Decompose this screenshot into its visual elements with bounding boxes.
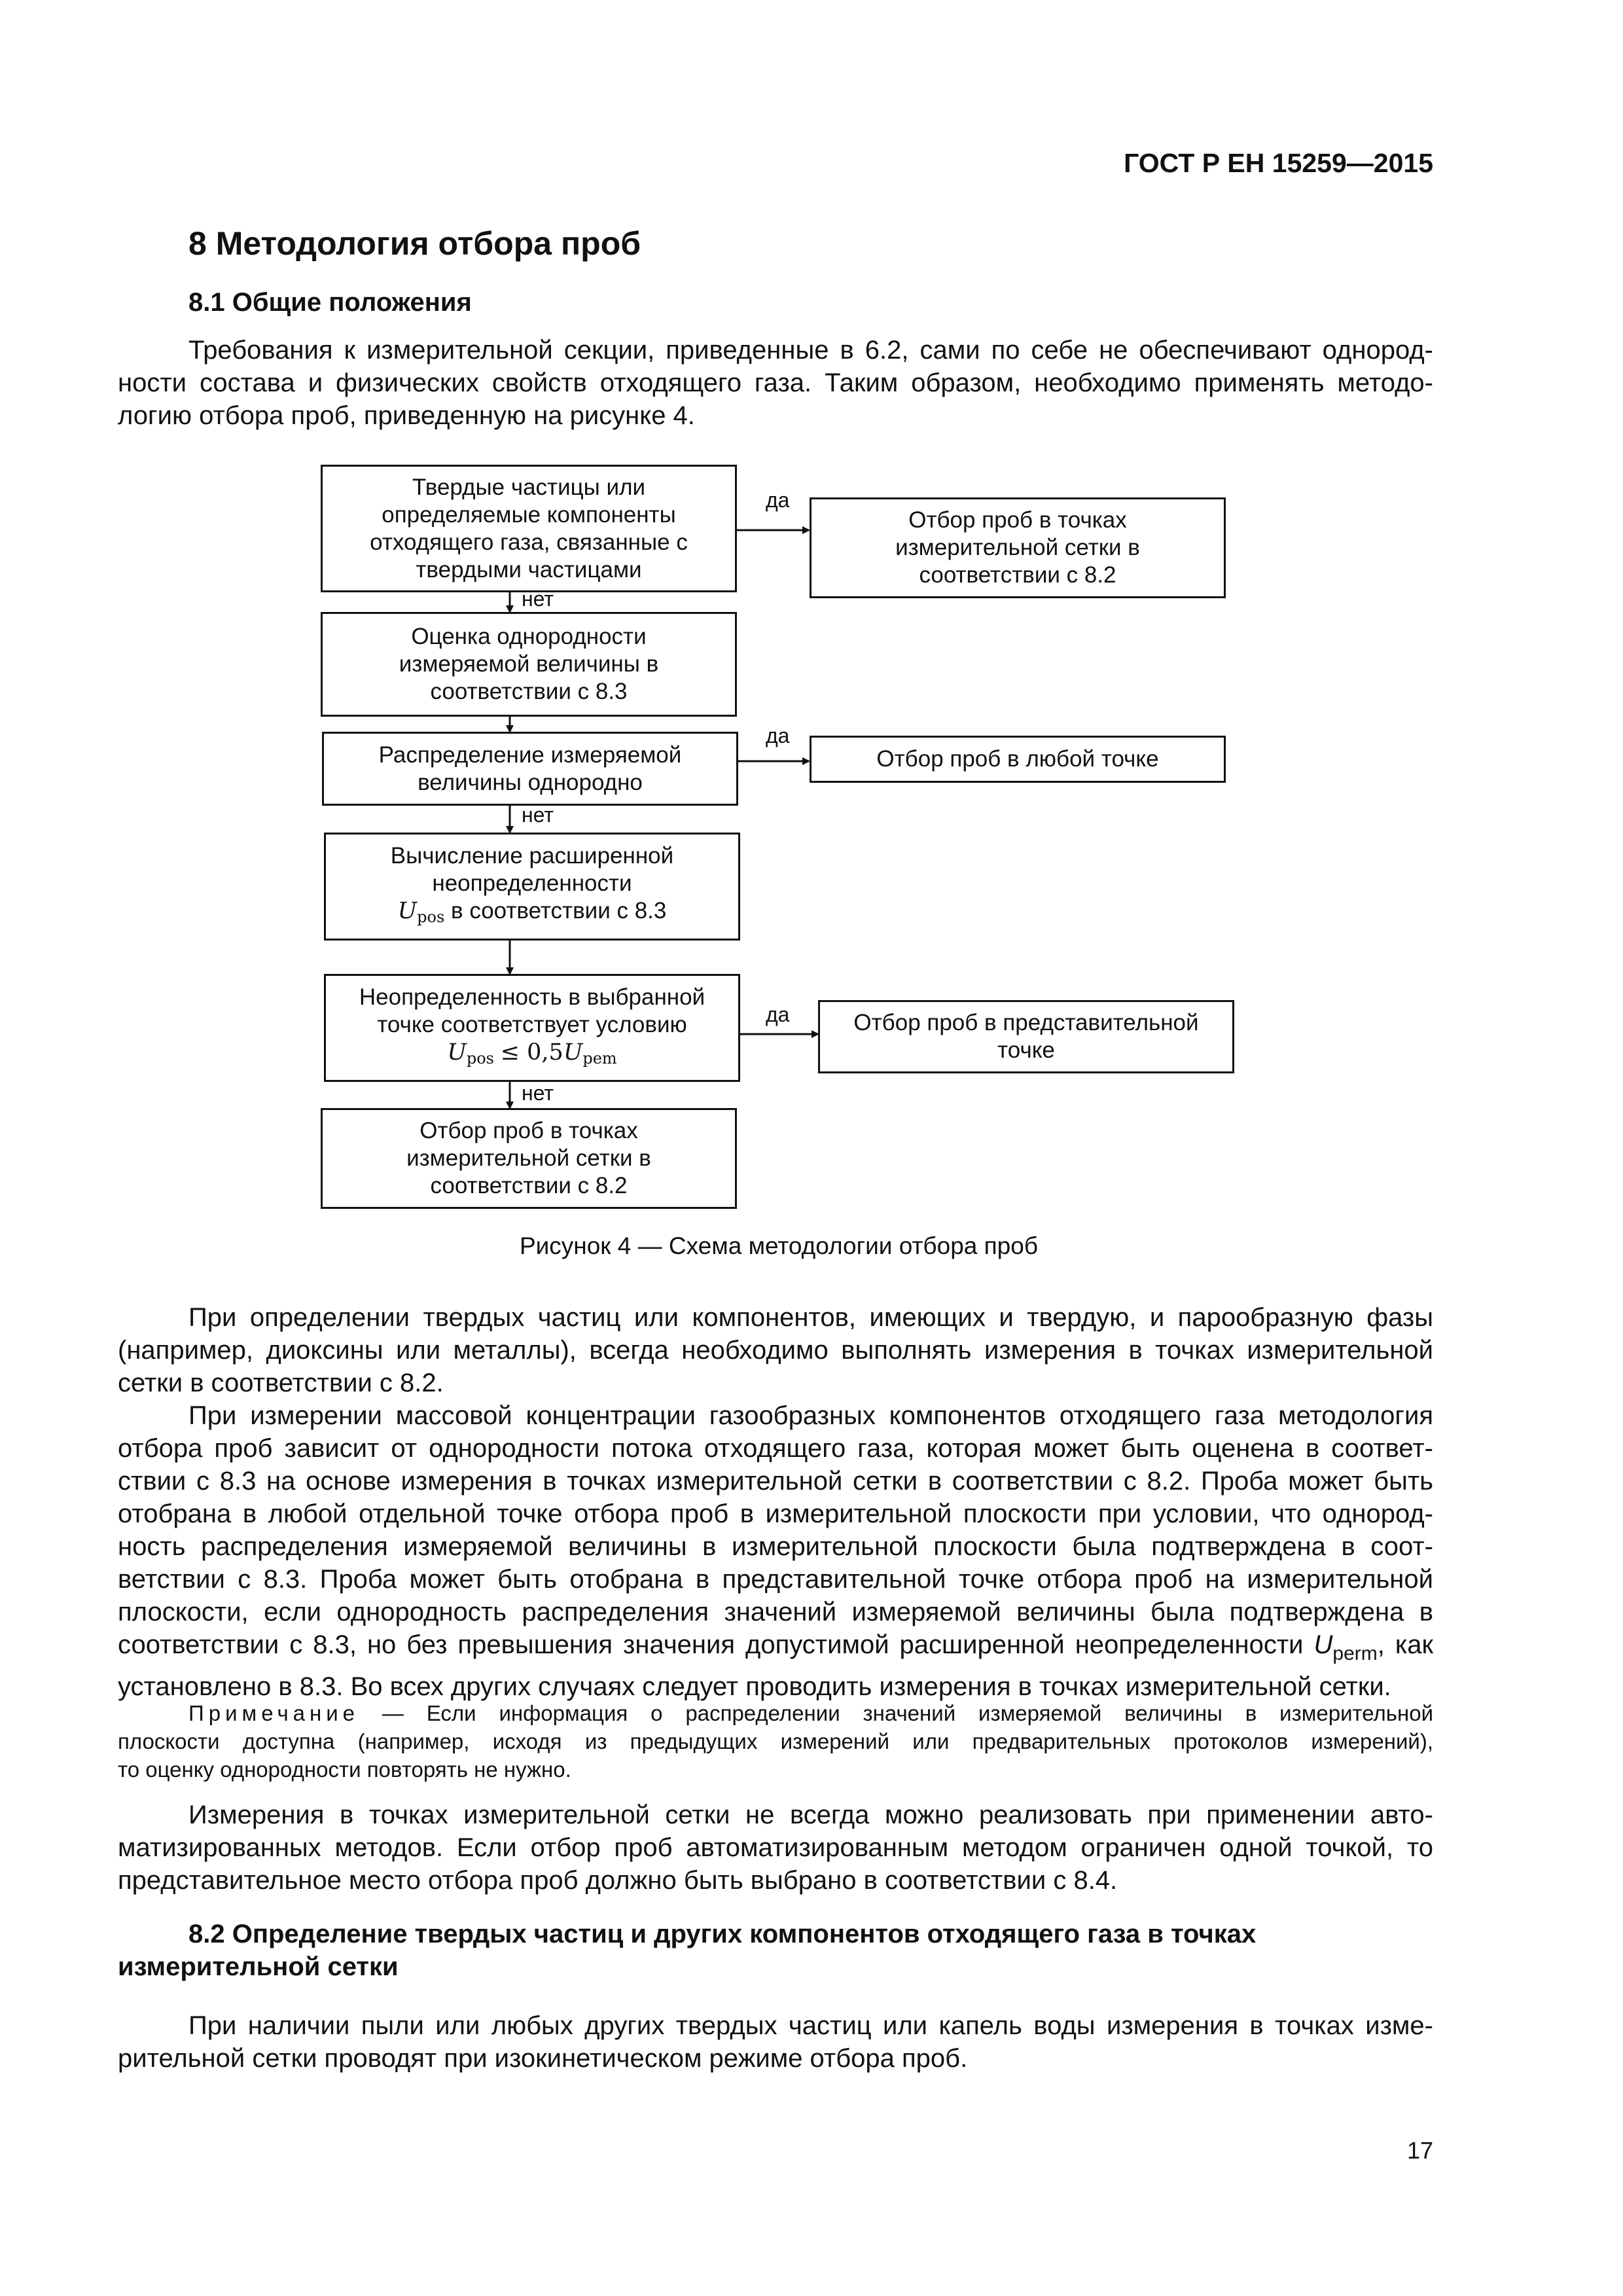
text-line: Измерения в точках измерительной сетки не всегда можно реализовать при применении авто- (188, 1801, 1433, 1829)
flow-box-homogeneity-assessment: Оценка однородности измеряемой величины в соответствии с 8.3 (321, 612, 737, 717)
math-symbol: U (563, 1039, 583, 1066)
label-no: нет (522, 803, 554, 827)
text-line: то оценку однородности повторять не нужно. (118, 1757, 571, 1782)
flow-box-grid-sampling: Отбор проб в точках измерительной сетки в соответствии с 8.2 (810, 497, 1226, 598)
text-line: матизированных методов. Если отбор проб автоматизированным методом ограничен одной точкой, то (118, 1833, 1433, 1862)
math-subscript: pos (466, 1049, 494, 1067)
text-line: (например, диоксины или металлы), всегда необходимо выполнять измерения в точках измерительной (118, 1336, 1433, 1365)
math-symbol: U (1313, 1630, 1333, 1659)
text-line: плоскости, если однородность распределения значений измеряемой величины была подтверждена в (118, 1598, 1433, 1626)
paragraph-isokinetic (118, 2009, 1433, 2075)
page-number: 17 (1406, 2137, 1433, 2164)
note-block (118, 1699, 1433, 1784)
text-line: ствии с 8.3 на основе измерения в точках измерительной сетки в соответствии с 8.2. Проба может быть (118, 1467, 1433, 1496)
text-line: При наличии пыли или любых других твердых частиц или капель воды измерения в точках изме- (188, 2011, 1433, 2040)
text-segment: соответствии с 8.3, но без превышения значения допустимой расширенной неопределенности (118, 1630, 1314, 1659)
text-line: установлено в 8.3. Во всех других случаях следует проводить измерения в точках измерительной сетки. (118, 1672, 1391, 1701)
paragraph-gaseous (118, 1399, 1433, 1703)
box-text: в соответствии с 8.3 (451, 898, 667, 924)
label-no: нет (522, 1081, 554, 1105)
label-yes: да (766, 724, 790, 747)
flow-box-representative-point: Отбор проб в представительной точке (818, 1000, 1234, 1073)
text-line: отобрана в любой отдельной точке отбора проб в измерительной плоскости при условии, что однород- (118, 1499, 1433, 1528)
math-symbol: U (447, 1039, 467, 1066)
text-line: ветствии с 8.3. Проба может быть отобрана в представительной точке отбора проб на измерительной (118, 1565, 1433, 1594)
label-yes: да (766, 1003, 790, 1026)
flow-box-uncertainty-calc (324, 833, 740, 941)
flow-box-distribution-homogeneous: Распределение измеряемой величины однородно (322, 732, 738, 806)
math-symbol: U (397, 898, 418, 924)
math-subscript: pem (582, 1049, 617, 1067)
section-heading: 8 Методология отбора проб (188, 225, 641, 262)
note-label: Примечание (188, 1701, 360, 1725)
text-line (118, 1628, 1433, 1670)
text-line (118, 1699, 1433, 1727)
math-subscript: perm (1332, 1643, 1378, 1664)
text-line: ность распределения измеряемой величины в измерительной плоскости была подтверждена в соот- (118, 1532, 1433, 1561)
text-line: отбора проб зависит от однородности потока отходящего газа, которая может быть оценена в соответ- (118, 1434, 1433, 1463)
box-text: Неопределенность в выбранной точке соответствует условию (359, 984, 705, 1037)
math-operator: ≤ 0,5 (500, 1039, 563, 1066)
paragraph-automated (118, 1799, 1433, 1897)
math-subscript: pos (417, 908, 445, 926)
text-line: При измерении массовой концентрации газообразных компонентов отходящего газа методология (188, 1401, 1433, 1430)
text-line: плоскости доступна (например, исходя из предыдущих измерений или предварительных протоколов измерений), (118, 1729, 1433, 1753)
paragraph-particles (118, 1301, 1433, 1399)
flow-box-grid-sampling-final: Отбор проб в точках измерительной сетки в соответствии с 8.2 (321, 1108, 737, 1209)
text-line: Требования к измерительной секции, приведенные в 6.2, сами по себе не обеспечивают однород- (188, 336, 1433, 365)
heading-line: 8.2 Определение твердых частиц и других компонентов отходящего газа в точках (188, 1920, 1257, 1948)
document-code: ГОСТ Р ЕН 15259—2015 (1124, 148, 1433, 178)
text-line: сетки в соответствии с 8.2. (118, 1369, 444, 1397)
subsection-heading-8-2 (118, 1918, 1433, 1983)
text-line: рительной сетки проводят при изокинетическом режиме отбора проб. (118, 2044, 968, 2073)
figure-caption: Рисунок 4 — Схема методологии отбора проб (519, 1232, 1039, 1259)
flow-box-any-point: Отбор проб в любой точке (810, 736, 1226, 783)
label-no: нет (522, 587, 554, 611)
text-line: представительное место отбора проб должно быть выбрано в соответствии с 8.4. (118, 1866, 1118, 1895)
label-yes: да (766, 488, 790, 512)
text-line: При определении твердых частиц или компонентов, имеющих и твердую, и парообразную фазы (188, 1303, 1433, 1332)
heading-line: измерительной сетки (118, 1952, 399, 1981)
text-segment: — Если информация о распределении значений измеряемой величины в измерительной (359, 1701, 1433, 1725)
box-text: Вычисление расширенной неопределенности (390, 843, 674, 896)
text-line: ности состава и физических свойств отходящего газа. Таким образом, необходимо применять методо- (118, 368, 1433, 397)
text-line: логию отбора проб, приведенную на рисунке 4. (118, 401, 695, 430)
text-segment: , как (1377, 1630, 1434, 1659)
flow-box-particles: Твердые частицы или определяемые компоненты отходящего газа, связанные с твердыми частицами (321, 465, 737, 592)
flow-box-uncertainty-condition (324, 974, 740, 1082)
subsection-heading-8-1: 8.1 Общие положения (188, 288, 472, 317)
